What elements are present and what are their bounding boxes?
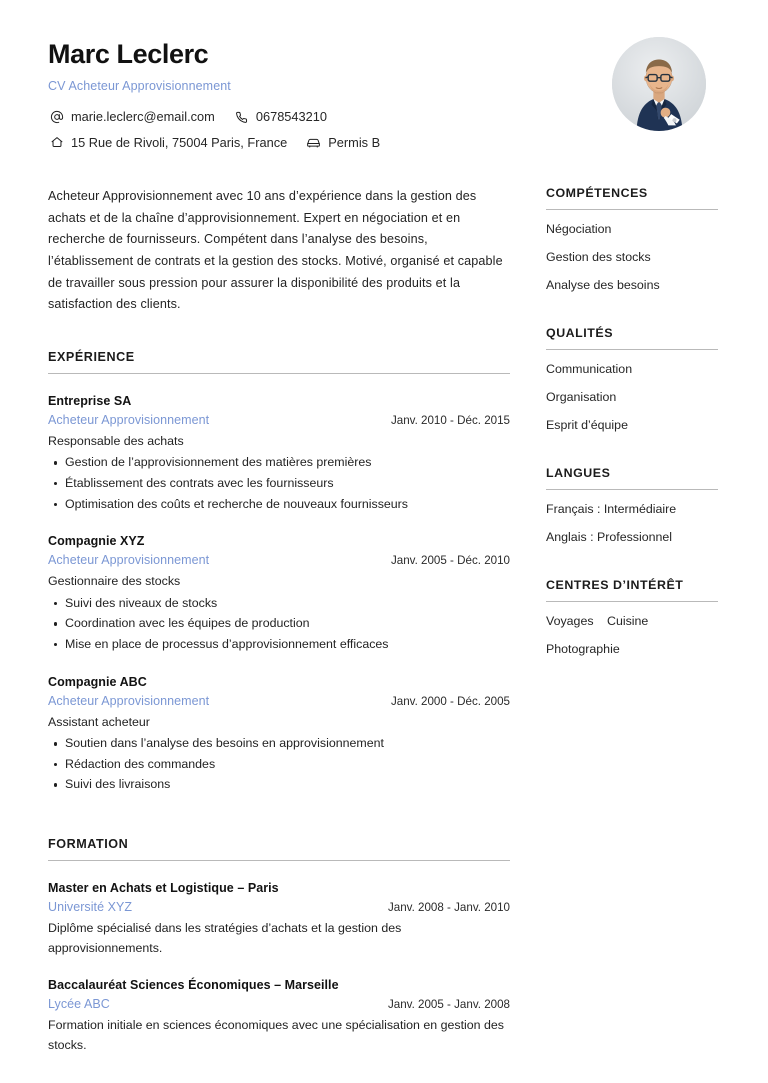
resume-header	[48, 34, 720, 159]
list-item: Coordination avec les équipes de production	[48, 614, 510, 634]
sidebar-section-skills	[546, 186, 718, 295]
at-icon	[48, 110, 65, 125]
sidebar-section-languages	[546, 466, 718, 547]
profile-summary: Acheteur Approvisionnement avec 10 ans d’expérience dans la gestion des achats et de la chaîne d’approvisionnement. Expert en négociation et en recherche de fournisseurs. Compétent dans l’analyse des besoins, l’établissement de contrats et la gestion des stocks. Motivé, organisé et capable de travailler sous pression pour assurer la disponibilité des produits et la satisfaction des clients.	[48, 188, 503, 312]
entry-role: Acheteur Approvisionnement	[48, 412, 210, 427]
content-columns	[48, 186, 720, 1055]
entry-institution: Université XYZ	[48, 900, 133, 915]
sidebar-item-quality: Communication	[546, 361, 633, 376]
sidebar-section-qualities	[546, 326, 718, 435]
entry-bullets	[48, 453, 510, 514]
entry-subtitle: Gestionnaire des stocks	[48, 574, 181, 589]
entry-organization: Compagnie ABC	[48, 674, 147, 689]
entry-bullets	[48, 734, 510, 795]
entry-institution: Lycée ABC	[48, 997, 110, 1012]
sidebar-section-interests	[546, 578, 718, 659]
sidebar-item-skill: Gestion des stocks	[546, 249, 651, 264]
list-item: Gestion de l’approvisionnement des matières premières	[48, 453, 510, 473]
entry-degree: Baccalauréat Sciences Économiques – Marseille	[48, 978, 339, 993]
list-item: Établissement des contrats avec les fournisseurs	[48, 474, 510, 494]
entry-subtitle: Responsable des achats	[48, 433, 184, 448]
sidebar-item-language: Anglais : Professionnel	[546, 529, 673, 544]
sidebar-item-interest: Voyages	[546, 613, 594, 628]
contact-email[interactable]	[48, 108, 215, 125]
section-title-experience: EXPÉRIENCE	[48, 349, 135, 364]
header-subtitle: CV Acheteur Approvisionnement	[48, 79, 231, 94]
sidebar-item-quality: Organisation	[546, 389, 617, 404]
sidebar-divider	[546, 601, 718, 602]
entry-organization: Entreprise SA	[48, 393, 132, 408]
page-title: Marc Leclerc	[48, 39, 209, 69]
list-item: Suivi des livraisons	[48, 775, 510, 795]
list-item: Soutien dans l’analyse des besoins en approvisionnement	[48, 734, 510, 754]
entry-dates: Janv. 2000 - Déc. 2005	[390, 694, 510, 708]
sidebar-item-quality: Esprit d’équipe	[546, 417, 628, 432]
sidebar-item-language: Français : Intermédiaire	[546, 501, 677, 516]
experience-entry	[48, 394, 510, 514]
section-divider	[48, 860, 510, 861]
contact-block	[48, 108, 518, 151]
contact-phone-label: 0678543210	[255, 109, 328, 125]
contact-row-1	[48, 108, 518, 125]
education-entry	[48, 881, 510, 958]
experience-entry	[48, 534, 510, 654]
list-item: Mise en place de processus d’approvisionnement efficaces	[48, 635, 510, 655]
header-text-block	[48, 34, 518, 159]
list-item: Rédaction des commandes	[48, 755, 510, 775]
contact-address	[48, 134, 287, 151]
list-item: Optimisation des coûts et recherche de nouveaux fournisseurs	[48, 495, 510, 515]
home-icon	[48, 135, 65, 150]
section-divider	[48, 373, 510, 374]
sidebar-title-skills: COMPÉTENCES	[546, 185, 648, 200]
entry-meta	[48, 997, 510, 1011]
car-icon	[305, 135, 322, 150]
entry-description: Formation initiale en sciences économiques avec une spécialisation en gestion des stocks.	[48, 1018, 504, 1053]
contact-address-label: 15 Rue de Rivoli, 75004 Paris, France	[71, 134, 288, 150]
entry-meta	[48, 413, 510, 427]
section-title-education: FORMATION	[48, 837, 129, 852]
main-column	[48, 186, 510, 1055]
section-experience	[48, 350, 510, 795]
sidebar-column	[546, 186, 718, 690]
sidebar-item-interest: Photographie	[546, 641, 620, 656]
entry-meta	[48, 553, 510, 567]
entry-role: Acheteur Approvisionnement	[48, 553, 210, 568]
contact-license	[305, 134, 380, 151]
entry-role: Acheteur Approvisionnement	[48, 693, 210, 708]
entry-bullets	[48, 594, 510, 655]
education-entry	[48, 978, 510, 1055]
sidebar-interests-row	[546, 613, 718, 631]
sidebar-item-skill: Analyse des besoins	[546, 277, 660, 292]
section-education	[48, 837, 510, 1055]
sidebar-divider	[546, 209, 718, 210]
contact-license-label: Permis B	[328, 134, 381, 150]
contact-phone[interactable]	[233, 108, 327, 125]
entry-meta	[48, 694, 510, 708]
sidebar-title-languages: LANGUES	[546, 465, 611, 480]
sidebar-title-qualities: QUALITÉS	[546, 325, 614, 340]
list-item: Suivi des niveaux de stocks	[48, 594, 510, 614]
contact-row-2	[48, 134, 518, 151]
entry-organization: Compagnie XYZ	[48, 534, 145, 549]
sidebar-divider	[546, 349, 718, 350]
entry-dates: Janv. 2005 - Déc. 2010	[390, 554, 510, 568]
contact-email-label: marie.leclerc@email.com	[71, 109, 215, 125]
phone-icon	[233, 110, 250, 125]
sidebar-title-interests: CENTRES D’INTÉRÊT	[546, 577, 684, 592]
sidebar-divider	[546, 489, 718, 490]
entry-dates: Janv. 2005 - Janv. 2008	[387, 998, 510, 1012]
entry-description: Diplôme spécialisé dans les stratégies d’achats et la gestion des approvisionnements.	[48, 921, 402, 956]
entry-dates: Janv. 2010 - Déc. 2015	[390, 413, 510, 427]
sidebar-item-interest: Cuisine	[607, 613, 649, 628]
entry-degree: Master en Achats et Logistique – Paris	[48, 881, 279, 896]
entry-subtitle: Assistant acheteur	[48, 714, 150, 729]
sidebar-item-skill: Négociation	[546, 221, 612, 236]
entry-meta	[48, 900, 510, 914]
experience-entry	[48, 675, 510, 795]
entry-dates: Janv. 2008 - Janv. 2010	[387, 901, 510, 915]
avatar	[612, 37, 706, 131]
